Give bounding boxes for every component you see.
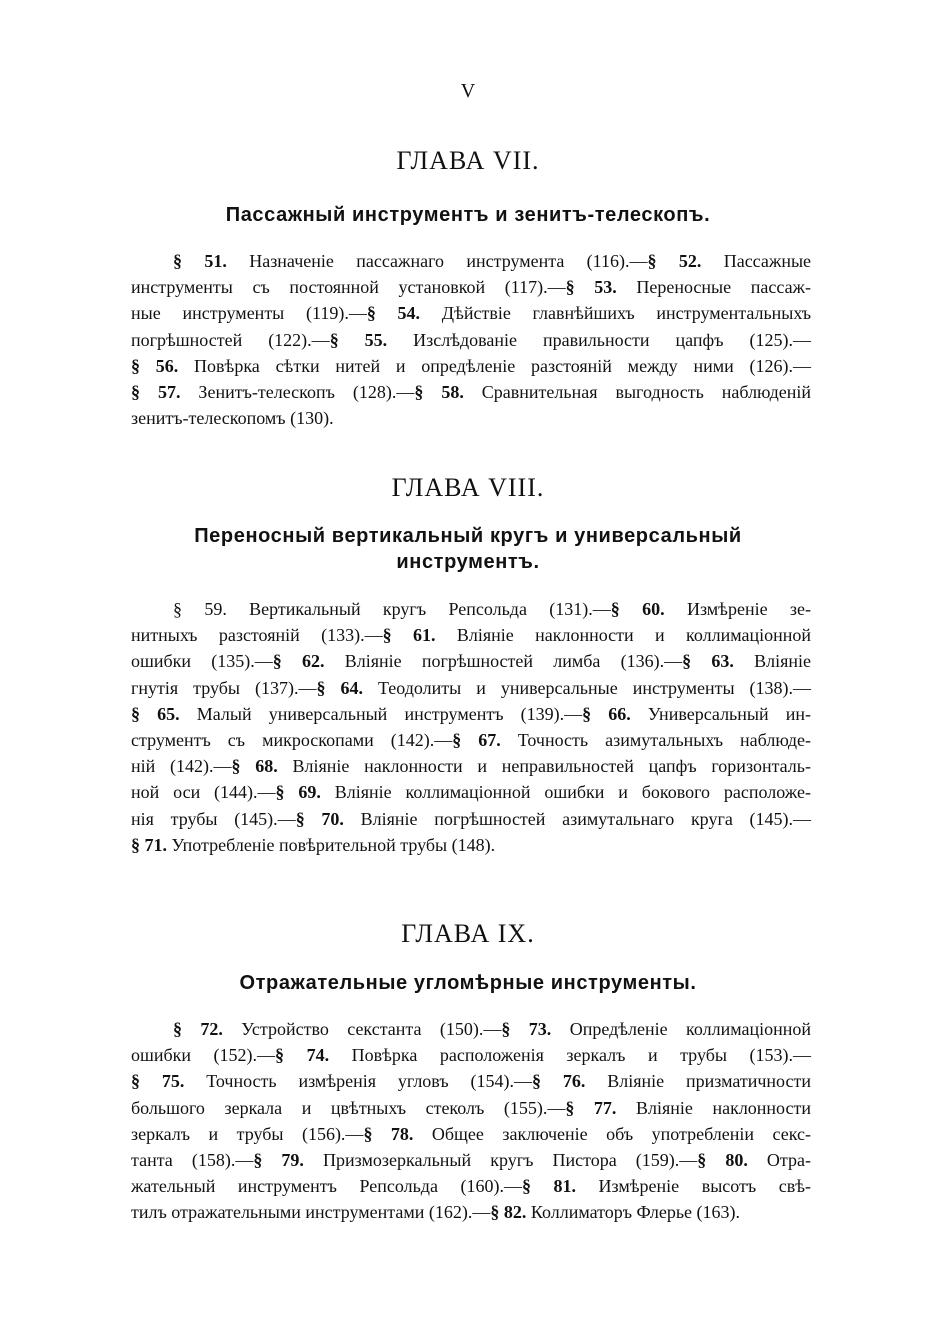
chapter-title xyxy=(0,202,936,228)
section-text: гнутія трубы (137).— xyxy=(131,677,317,698)
section-text: Изслѣдованіе правильности цапфъ (125).— xyxy=(387,329,811,350)
section-number: § 76. xyxy=(532,1071,586,1092)
section-number: § 66. xyxy=(582,703,631,724)
section-text: нитныхъ разстояній (133).— xyxy=(131,625,383,646)
section-text: нія трубы (145).— xyxy=(131,808,296,829)
section-text: Опредѣленіе коллимаціонной xyxy=(551,1019,812,1039)
contents-line xyxy=(131,300,811,326)
chapter-heading: ГЛАВА IX. xyxy=(401,919,535,948)
section-text: Вліяніе наклонности xyxy=(616,1097,811,1118)
section-number: § 62. xyxy=(272,651,325,672)
contents-line xyxy=(131,1199,811,1225)
contents-line xyxy=(131,405,811,431)
chapter-contents xyxy=(131,596,811,858)
section-text: танта (158).— xyxy=(131,1150,254,1171)
contents-line xyxy=(131,806,811,832)
section-text: Повѣрка расположенія зеркалъ и трубы (153).— xyxy=(329,1045,811,1066)
chapter-title xyxy=(0,523,936,575)
section-text: ній (142).— xyxy=(131,756,232,777)
section-text: Вліяніе призматичности xyxy=(585,1071,811,1092)
section-text: ные инструменты (119).— xyxy=(131,303,367,324)
contents-line xyxy=(131,1095,811,1121)
section-number: § 71. xyxy=(131,834,167,855)
page-number: V xyxy=(460,80,476,102)
section-number: § 79. xyxy=(253,1150,304,1171)
section-text: Коллиматоръ Флерье (163). xyxy=(526,1202,741,1223)
contents-line xyxy=(131,779,811,805)
contents-line xyxy=(131,622,811,648)
section-number: § 69. xyxy=(275,782,321,803)
section-text: Употребленіе повѣрительной трубы (148). xyxy=(167,834,496,855)
section-text: Малый универсальный инструментъ (139).— xyxy=(179,703,583,724)
section-text: § 59. Вертикальный кругъ Репсольда (131).— xyxy=(173,599,611,619)
chapter-title-line: Переносный вертикальный кругъ и универсальный xyxy=(194,525,742,547)
section-text: зенитъ-телескопомъ (130). xyxy=(131,408,334,429)
section-text: струментъ съ микроскопами (142).— xyxy=(131,730,453,751)
section-text: Вліяніе xyxy=(733,651,811,672)
contents-line xyxy=(131,353,811,379)
section-text: Призмозеркальный кругъ Пистора (159).— xyxy=(303,1150,698,1171)
contents-line xyxy=(131,832,811,858)
contents-line xyxy=(131,379,811,405)
chapter-title-line: инструментъ. xyxy=(396,551,540,573)
section-text: жательный инструментъ Репсольда (160).— xyxy=(131,1176,522,1197)
section-text: зеркалъ и трубы (156).— xyxy=(131,1123,364,1144)
section-number: § 64. xyxy=(316,677,363,698)
section-text: Общее заключеніе объ употребленіи секс- xyxy=(413,1123,811,1144)
contents-line xyxy=(131,1068,811,1094)
section-number: § 54. xyxy=(366,303,421,324)
chapter-contents xyxy=(131,1016,811,1226)
section-text: большого зеркала и цвѣтныхъ стеколъ (155).— xyxy=(131,1097,566,1118)
section-text: Вліяніе наклонности и неправильностей цапфъ горизонталь- xyxy=(277,756,811,777)
chapter-title-line: Отражательные угломѣрные инструменты. xyxy=(239,972,697,994)
section-text: Вліяніе погрѣшностей азимутальнаго круга (145).— xyxy=(343,808,812,829)
contents-line xyxy=(131,1147,811,1173)
section-text: Зенитъ-телескопъ (128).— xyxy=(180,382,415,403)
section-number: § 70. xyxy=(295,808,344,829)
chapter-title xyxy=(0,970,936,996)
section-text: инструменты съ постоянной установкой (117).— xyxy=(131,277,566,298)
section-number: § 58. xyxy=(414,382,464,403)
section-number: § 60. xyxy=(610,599,665,619)
section-text: Переносные пассаж- xyxy=(616,277,811,298)
section-text: Повѣрка сѣтки нитей и опредѣленіе разстояній между ними (126).— xyxy=(178,355,811,376)
section-number: § 65. xyxy=(131,703,180,724)
section-number: § 78. xyxy=(363,1123,414,1144)
section-text: Пассажные xyxy=(701,251,812,271)
contents-line xyxy=(131,1016,811,1042)
section-text: Сравнительная выгодность наблюденій xyxy=(463,382,811,403)
section-number: § 61. xyxy=(382,625,436,646)
section-text: Вліяніе погрѣшностей лимба (136).— xyxy=(324,651,683,672)
contents-line xyxy=(131,701,811,727)
section-text: тилъ отражательными инструментами (162).— xyxy=(131,1202,491,1223)
chapter-heading: ГЛАВА VII. xyxy=(396,146,540,175)
section-number: § 56. xyxy=(131,355,179,376)
section-number: § 63. xyxy=(682,651,734,672)
contents-line xyxy=(131,327,811,353)
section-text: Дѣйствіе главнѣйшихъ инструментальныхъ xyxy=(420,303,812,324)
section-number: § 53. xyxy=(565,277,617,298)
section-number: § 55. xyxy=(329,329,388,350)
chapter-heading: ГЛАВА VIII. xyxy=(391,473,545,502)
contents-line xyxy=(131,648,811,674)
section-text: ошибки (135).— xyxy=(131,651,273,672)
section-text: Универсальный ин- xyxy=(630,703,812,724)
section-number: § 77. xyxy=(565,1097,617,1118)
section-text: Устройство секстанта (150).— xyxy=(222,1019,502,1039)
contents-line xyxy=(131,248,811,274)
contents-line xyxy=(131,753,811,779)
section-text: Вліяніе коллимаціонной ошибки и бокового расположе- xyxy=(320,782,811,803)
chapter-contents xyxy=(131,248,811,431)
section-number: § 82. xyxy=(490,1202,527,1223)
section-text: ошибки (152).— xyxy=(131,1045,276,1066)
contents-line xyxy=(131,675,811,701)
section-text: погрѣшностей (122).— xyxy=(131,329,330,350)
section-text: Назначеніе пассажнаго инструмента (116).— xyxy=(226,251,648,271)
section-text: Теодолиты и универсальные инструменты (138).— xyxy=(362,677,812,698)
section-number: § 74. xyxy=(275,1045,330,1066)
section-text: Измѣреніе зе- xyxy=(664,599,811,619)
contents-line xyxy=(131,1173,811,1199)
section-text: Вліяніе наклонности и коллимаціонной xyxy=(435,625,812,646)
contents-line xyxy=(131,1121,811,1147)
contents-line xyxy=(131,727,811,753)
section-text: Отра- xyxy=(747,1150,811,1171)
section-text: Измѣреніе высотъ свѣ- xyxy=(576,1176,812,1197)
contents-line xyxy=(131,274,811,300)
section-number: § 52. xyxy=(647,251,702,271)
contents-line xyxy=(131,596,811,622)
section-number: § 72. xyxy=(173,1019,223,1039)
contents-line xyxy=(131,1042,811,1068)
section-number: § 57. xyxy=(131,382,181,403)
section-text: Точность измѣренія угловъ (154).— xyxy=(184,1071,532,1092)
section-number: § 51. xyxy=(173,251,227,271)
section-number: § 80. xyxy=(697,1150,748,1171)
section-number: § 67. xyxy=(452,730,501,751)
section-text: ной оси (144).— xyxy=(131,782,276,803)
section-number: § 75. xyxy=(131,1071,185,1092)
chapter-title-line: Пассажный инструментъ и зенитъ-телескопъ. xyxy=(225,204,711,226)
section-number: § 73. xyxy=(501,1019,552,1039)
section-number: § 81. xyxy=(521,1176,577,1197)
section-number: § 68. xyxy=(231,756,278,777)
section-text: Точность азимутальныхъ наблюде- xyxy=(500,730,811,751)
